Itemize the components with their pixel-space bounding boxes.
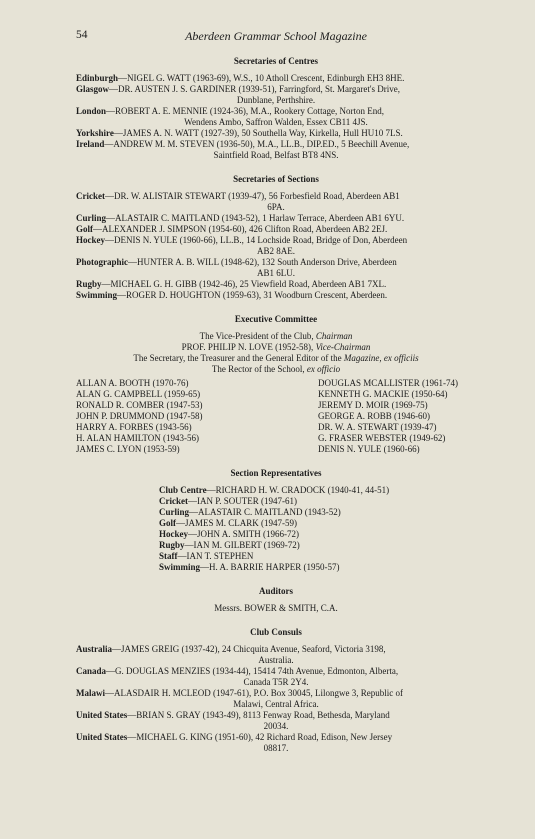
page-number: 54 — [76, 29, 88, 41]
entry-label: Club Centre — [159, 485, 207, 495]
line-role: Vice-Chairman — [315, 342, 371, 352]
list-item — [76, 688, 476, 710]
list-item: JEREMY D. MOIR (1969-75) — [318, 400, 428, 410]
list-item — [76, 279, 476, 290]
section-heading-auditors: Auditors — [258, 586, 293, 596]
executive-intro — [76, 331, 476, 375]
entry-label: Rugby — [159, 540, 185, 550]
list-item: G. FRASER WEBSTER (1949-62) — [318, 433, 446, 443]
executive-line — [76, 353, 476, 364]
list-item — [159, 485, 476, 496]
line-text: The Secretary, the Treasurer and the General Editor of the — [133, 353, 344, 363]
entry-text: —DR. W. ALISTAIR STEWART (1939-47), 56 Forbesfield Road, Aberdeen AB1 — [105, 191, 400, 201]
list-item — [159, 496, 476, 507]
entry-text: —MICHAEL G. H. GIBB (1942-46), 25 Viewfield Road, Aberdeen AB1 7XL. — [101, 279, 387, 289]
entry-label: Rugby — [76, 279, 102, 289]
entry-text: —IAN M. GILBERT (1969-72) — [184, 540, 300, 550]
line-text: The Rector of the School, — [211, 364, 307, 374]
list-item — [76, 644, 476, 666]
line-text: PROF. PHILIP N. LOVE (1952-58), — [181, 342, 316, 352]
entry-text: —RICHARD H. W. CRADOCK (1940-41, 44-51) — [206, 485, 390, 495]
line-role: Chairman — [315, 331, 353, 341]
list-item: DOUGLAS MCALLISTER (1961-74) — [318, 378, 458, 388]
list-item — [76, 139, 476, 161]
entry-label: Staff — [159, 551, 178, 561]
entry-text: —JAMES A. N. WATT (1927-39), 50 Southella Way, Kirkella, Hull HU10 7LS. — [113, 128, 403, 138]
list-item — [76, 106, 476, 128]
list-item: DENIS N. YULE (1960-66) — [318, 444, 420, 454]
section-heading-consuls: Club Consuls — [250, 627, 302, 637]
list-item — [76, 732, 476, 754]
entry-text: —JOHN A. SMITH (1966-72) — [188, 529, 299, 539]
entry-text: —H. A. BARRIE HARPER (1950-57) — [200, 562, 340, 572]
entry-continuation: Australia. — [258, 655, 294, 665]
section-heading-centres: Secretaries of Centres — [233, 56, 319, 66]
entry-label: United States — [76, 732, 128, 742]
list-item — [76, 191, 476, 213]
list-item — [159, 529, 476, 540]
entry-text: —IAN P. SOUTER (1947-61) — [188, 496, 297, 506]
list-item — [159, 551, 476, 562]
list-item: RONALD R. COMBER (1947-53) — [76, 400, 203, 410]
entry-text: —ROBERT A. E. MENNIE (1924-36), M.A., Rookery Cottage, Norton End, — [106, 106, 385, 116]
entry-text: —MICHAEL G. KING (1951-60), 42 Richard Road, Edison, New Jersey — [127, 732, 393, 742]
entry-continuation: Malawi, Central Africa. — [233, 699, 319, 709]
entry-text: —G. DOUGLAS MENZIES (1934-44), 15414 74th Avenue, Edmonton, Alberta, — [106, 666, 399, 676]
entry-continuation: AB2 8AE. — [257, 246, 295, 256]
list-item — [159, 518, 476, 529]
entry-text: —NIGEL G. WATT (1963-69), W.S., 10 Atholl Crescent, Edinburgh EH3 8HE. — [118, 73, 405, 83]
section-heading-executive: Executive Committee — [234, 314, 318, 324]
list-item — [76, 290, 476, 301]
representatives-list — [76, 485, 476, 573]
list-item — [76, 84, 476, 106]
entry-continuation: AB1 6LU. — [257, 268, 295, 278]
entry-label: Australia — [76, 644, 112, 654]
entry-label: United States — [76, 710, 128, 720]
entry-text: —IAN T. STEPHEN — [177, 551, 254, 561]
entry-label: Edinburgh — [76, 73, 119, 83]
entry-label: Hockey — [76, 235, 105, 245]
entry-label: Curling — [159, 507, 190, 517]
auditors-text: Messrs. BOWER & SMITH, C.A. — [214, 603, 338, 613]
section-heading-sections: Secretaries of Sections — [233, 174, 319, 184]
entry-label: Yorkshire — [76, 128, 114, 138]
entry-label: Swimming — [76, 290, 118, 300]
executive-members — [76, 378, 476, 455]
entry-label: Golf — [76, 224, 93, 234]
list-item — [76, 213, 476, 224]
entry-continuation: Wendens Ambo, Saffron Walden, Essex CB11 4JS. — [184, 117, 368, 127]
list-item: H. ALAN HAMILTON (1943-56) — [76, 433, 199, 443]
entry-label: Curling — [76, 213, 107, 223]
sections-list — [76, 191, 476, 301]
entry-text: —DENIS N. YULE (1960-66), LL.B., 14 Lochside Road, Bridge of Don, Aberdeen — [105, 235, 408, 245]
entry-label: Cricket — [159, 496, 188, 506]
list-item: ALLAN A. BOOTH (1970-76) — [76, 378, 189, 388]
entry-text: —ANDREW M. M. STEVEN (1936-50), M.A., LL.B., DIP.ED., 5 Beechill Avenue, — [104, 139, 410, 149]
entry-label: Hockey — [159, 529, 188, 539]
running-title: Aberdeen Grammar School Magazine — [185, 29, 367, 43]
list-item — [76, 666, 476, 688]
entry-continuation: 20034. — [263, 721, 289, 731]
list-item: JAMES C. LYON (1953-59) — [76, 444, 180, 454]
entry-text: —ALASDAIR H. MCLEOD (1947-61), P.O. Box 30045, Lilongwe 3, Republic of — [105, 688, 403, 698]
entry-text: —HUNTER A. B. WILL (1948-62), 132 South Anderson Drive, Aberdeen — [128, 257, 397, 267]
entry-label: Cricket — [76, 191, 105, 201]
executive-line — [76, 331, 476, 342]
entry-text: —DR. AUSTEN J. S. GARDINER (1939-51), Farringford, St. Margaret's Drive, — [109, 84, 400, 94]
entry-label: London — [76, 106, 107, 116]
entry-continuation: Saintfield Road, Belfast BT8 4NS. — [213, 150, 339, 160]
entry-continuation: 6PA. — [267, 202, 285, 212]
list-item — [159, 540, 476, 551]
list-item — [159, 562, 476, 573]
entry-text: —JAMES GREIG (1937-42), 24 Chicquita Avenue, Seaford, Victoria 3198, — [112, 644, 386, 654]
list-item — [76, 257, 476, 279]
executive-members-right — [276, 378, 476, 455]
list-item: HARRY A. FORBES (1943-56) — [76, 422, 192, 432]
entry-text: —ALASTAIR C. MAITLAND (1943-52) — [189, 507, 341, 517]
entry-text: —JAMES M. CLARK (1947-59) — [176, 518, 298, 528]
list-item: DR. W. A. STEWART (1939-47) — [318, 422, 437, 432]
entry-continuation: 08817. — [263, 743, 289, 753]
list-item: JOHN P. DRUMMOND (1947-58) — [76, 411, 203, 421]
list-item: GEORGE A. ROBB (1946-60) — [318, 411, 430, 421]
page-header — [76, 29, 476, 47]
entry-text: —ALEXANDER J. SIMPSON (1954-60), 426 Clifton Road, Aberdeen AB2 2EJ. — [93, 224, 388, 234]
consuls-list — [76, 644, 476, 754]
entry-label: Glasgow — [76, 84, 110, 94]
entry-text: —ALASTAIR C. MAITLAND (1943-52), 1 Harlaw Terrace, Aberdeen AB1 6YU. — [106, 213, 405, 223]
list-item — [76, 235, 476, 257]
entry-label: Photographic — [76, 257, 129, 267]
centres-list — [76, 73, 476, 161]
list-item — [159, 507, 476, 518]
list-item — [76, 710, 476, 732]
entry-text: —ROGER D. HOUGHTON (1959-63), 31 Woodburn Crescent, Aberdeen. — [117, 290, 388, 300]
entry-label: Ireland — [76, 139, 105, 149]
list-item — [76, 73, 476, 84]
page-content — [76, 56, 476, 754]
section-heading-representatives: Section Representatives — [230, 468, 322, 478]
entry-text: —BRIAN S. GRAY (1943-49), 8113 Fenway Road, Bethesda, Maryland — [127, 710, 390, 720]
line-role: ex officio — [306, 364, 341, 374]
list-item — [76, 128, 476, 139]
line-text: The Vice-President of the Club, — [199, 331, 316, 341]
executive-members-left — [76, 378, 276, 455]
entry-label: Golf — [159, 518, 176, 528]
entry-continuation: Canada T5R 2Y4. — [243, 677, 309, 687]
entry-label: Canada — [76, 666, 107, 676]
executive-line — [76, 342, 476, 353]
line-role: Magazine, ex officiis — [343, 353, 419, 363]
entry-label: Malawi — [76, 688, 105, 698]
list-item: ALAN G. CAMPBELL (1959-65) — [76, 389, 201, 399]
executive-line — [76, 364, 476, 375]
list-item — [76, 224, 476, 235]
entry-label: Swimming — [159, 562, 201, 572]
entry-continuation: Dunblane, Perthshire. — [236, 95, 316, 105]
list-item: KENNETH G. MACKIE (1950-64) — [318, 389, 448, 399]
